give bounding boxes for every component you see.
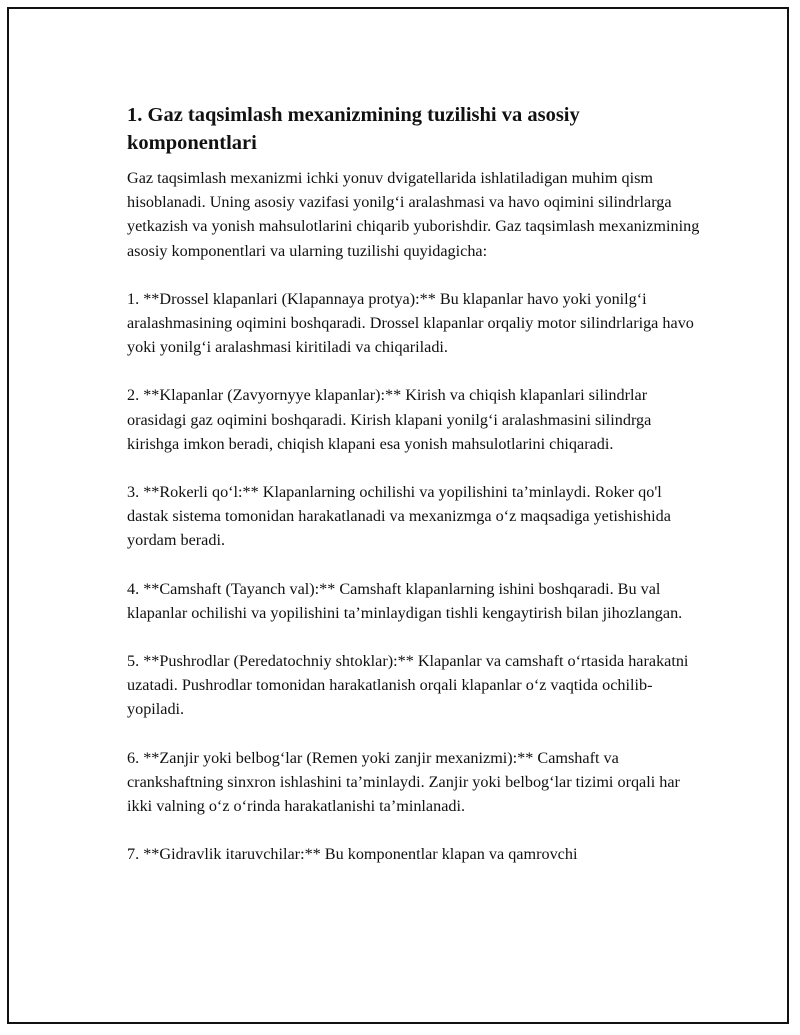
list-item-3: 3. **Rokerli qo‘l:** Klapanlarning ochilishi va yopilishini ta’minlaydi. Roker qo'l dastak sistema tomonidan harakatlanadi va mexanizmga o‘z maqsadiga yetishishida yordam beradi. <box>127 483 671 550</box>
list-item-5: 5. **Pushrodlar (Peredatochniy shtoklar):** Klapanlar va camshaft o‘rtasida harakatni uzatadi. Pushrodlar tomonidan harakatlanish orqali klapanlar o‘z vaqtida ochilib-yopiladi. <box>127 652 689 719</box>
document-body <box>127 101 707 890</box>
list-item-7: 7. **Gidravlik itaruvchilar:** Bu komponentlar klapan va qamrovchi <box>127 845 578 864</box>
page-frame <box>7 7 789 1024</box>
list-item-4: 4. **Camshaft (Tayanch val):** Camshaft klapanlarning ishini boshqaradi. Bu val klapanlar ochilishi va yopilishini ta’minlaydigan tishli kengaytirish bilan jihozlangan. <box>127 579 683 622</box>
list-item-6: 6. **Zanjir yoki belbog‘lar (Remen yoki zanjir mexanizmi):** Camshaft va crankshaftning sinxron ishlashini ta’minlaydi. Zanjir yoki belbog‘lar tizimi orqali har ikki valning o‘z o‘rinda harakatlanishi ta’minlanadi. <box>127 748 680 816</box>
list-item-1: 1. **Drossel klapanlari (Klapannaya protya):** Bu klapanlar havo yoki yonilg‘i aralashmasining oqimini boshqaradi. Drossel klapanlar orqaliy motor silindrlariga havo yoki yonilg‘i aralashmasi kiritiladi va chiqariladi. <box>127 289 694 357</box>
intro-paragraph: Gaz taqsimlash mexanizmi ichki yonuv dvigatellarida ishlatiladigan muhim qism hisoblanadi. Uning asosiy vazifasi yonilg‘i aralashmasi va havo oqimini silindrlarga yetkazish va yonish mahsulotlarini chiqarib yuborishdir. Gaz taqsimlash mexanizmining asosiy komponentlari va ularning tuzilishi quyidagicha: <box>127 169 700 260</box>
section-heading: 1. Gaz taqsimlash mexanizmining tuzilishi va asosiy komponentlari <box>127 104 580 154</box>
list-item-2: 2. **Klapanlar (Zavyornyye klapanlar):** Kirish va chiqish klapanlari silindrlar orasidagi gaz oqimini boshqaradi. Kirish klapani yonilg‘i aralashmasini silindrga kirishga imkon beradi, chiqish klapani esa yonish mahsulotlarini chiqaradi. <box>127 386 652 453</box>
